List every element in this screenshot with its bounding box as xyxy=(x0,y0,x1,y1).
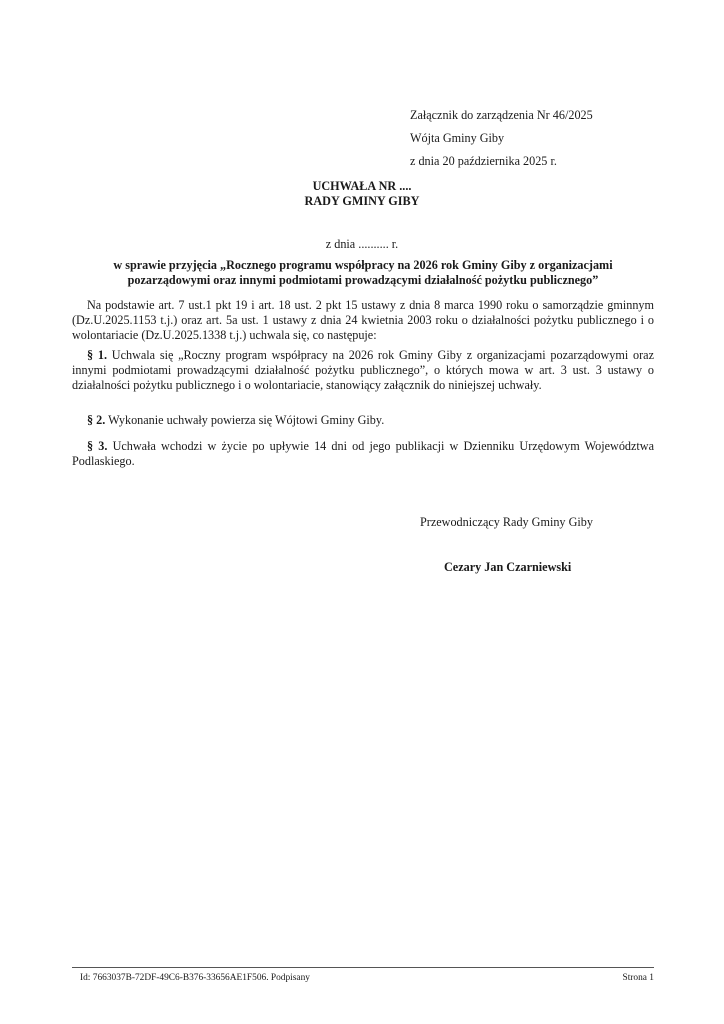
section-number: § 1. xyxy=(87,348,107,362)
annex-line-date: z dnia 20 października 2025 r. xyxy=(410,154,557,168)
annex-line-ordinance: Załącznik do zarządzenia Nr 46/2025 xyxy=(410,108,593,122)
annex-line-issuer: Wójta Gminy Giby xyxy=(410,131,505,145)
section-text: Wykonanie uchwały powierza się Wójtowi Gminy Giby. xyxy=(108,413,385,427)
resolution-date: z dnia .......... r. xyxy=(325,237,399,251)
section-3 xyxy=(72,439,654,469)
resolution-number: UCHWAŁA NR .... xyxy=(312,179,412,193)
signatory-role: Przewodniczący Rady Gminy Giby xyxy=(420,515,593,529)
section-1 xyxy=(72,348,654,393)
resolution-title xyxy=(0,179,724,209)
subject-line-2: pozarządowymi oraz innymi podmiotami prowadzącymi działalność pożytku publicznego” xyxy=(127,273,599,287)
legal-basis-paragraph xyxy=(72,298,654,343)
footer-divider xyxy=(72,967,654,968)
annex-header xyxy=(410,104,593,173)
document-id: Id: 7663037B-72DF-49C6-B376-33656AE1F506. Podpisany xyxy=(80,973,310,983)
section-number: § 2. xyxy=(87,413,106,427)
section-text: Uchwala się „Roczny program współpracy na 2026 rok Gminy Giby z organizacjami pozarządowymi oraz innymi podmiotami prowadzącymi działalność pożytku publicznego”, o których mowa w art. 3 ust. 3 ustawy o działalności pożytku publicznego i o wolontariacie, stanowiący załącznik do niniejszej uchwały. xyxy=(72,348,654,392)
subject-line-1: w sprawie przyjęcia „Rocznego programu współpracy na 2026 rok Gminy Giby z organizacjami xyxy=(113,258,613,272)
resolution-council: RADY GMINY GIBY xyxy=(304,194,420,208)
section-text: Uchwała wchodzi w życie po upływie 14 dni od jego publikacji w Dzienniku Urzędowym Województwa Podlaskiego. xyxy=(72,439,655,468)
legal-basis-text: Na podstawie art. 7 ust.1 pkt 19 i art. 18 ust. 2 pkt 15 ustawy z dnia 8 marca 1990 roku o samorządzie gminnym (Dz.U.2025.1153 t.j.) oraz art. 5a ust. 1 ustawy z dnia 24 kwietnia 2003 roku o działalności pożytku publicznego i o wolontariacie (Dz.U.2025.1338 t.j.) uchwala się, co następuje: xyxy=(72,298,654,342)
page-number: Strona 1 xyxy=(622,973,654,983)
signatory-name: Cezary Jan Czarniewski xyxy=(444,560,572,574)
resolution-subject xyxy=(72,258,654,288)
section-2 xyxy=(72,413,654,428)
section-number: § 3. xyxy=(87,439,108,453)
